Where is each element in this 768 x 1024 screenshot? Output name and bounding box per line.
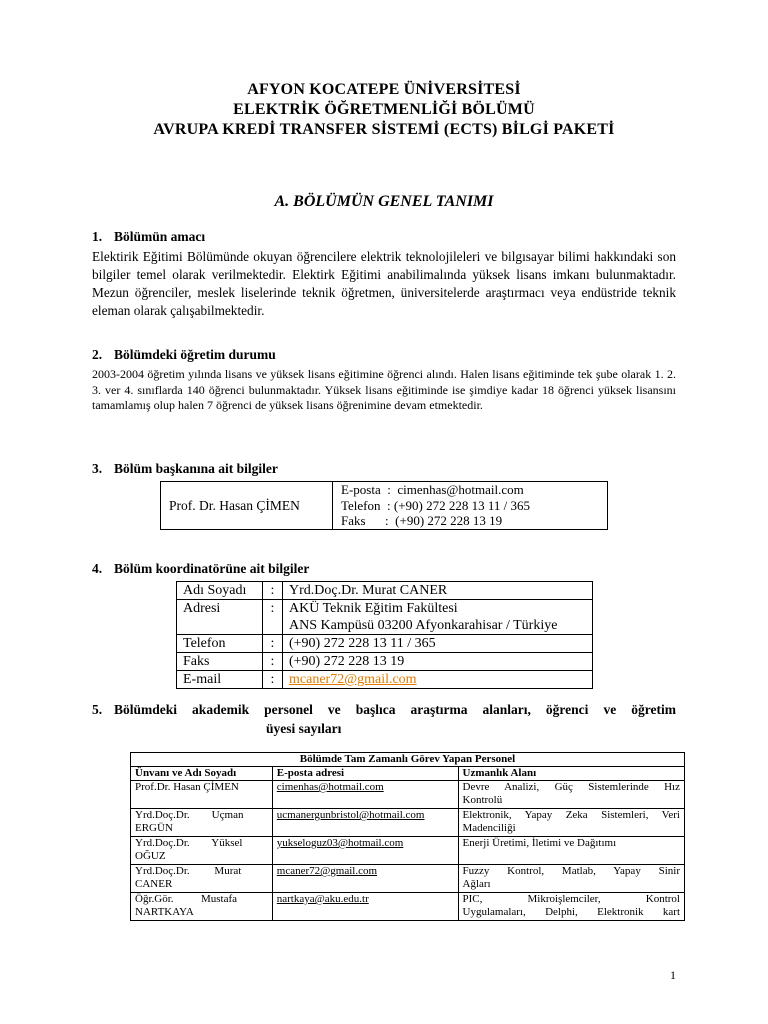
section-3-heading <box>92 461 278 477</box>
section-5-title-line-2: üyesi sayıları <box>266 721 342 736</box>
header-email: E-posta adresi <box>272 767 458 781</box>
section-1-text: Elektirik Eğitimi Bölümünde okuyan öğrencilere elektrik teknolojileleri ve bilgısayar bilimi hakkındaki son bilgiler temel olarak verilmektedir. Elektirk Eğitimi anabilimalında yüksek lisans imkanı bulunmaktadır. Mezun öğrenciler, meslek liselerinde teknik öğretmen, üniversitelerde araştırmacı veya endüstride teknik eleman olarak çalışabilmektedir. <box>92 249 676 318</box>
section-a-title: A. BÖLÜMÜN GENEL TANIMI <box>274 193 494 210</box>
coordinator-fax-row <box>177 653 593 671</box>
staff-email-cell <box>272 893 458 921</box>
phone-label: Telefon <box>177 635 263 653</box>
section-2-text: 2003-2004 öğretim yılında lisans ve yüksek lisans eğitimine öğrenci alındı. Halen lisans eğitiminde tek şube olarak 1. 2. 3. ver 4. sınıflarda 140 öğrenci bulunmaktadır. Yüksek lisans eğitiminde ise şimdiye kadar 18 öğrenci yüksek lisansını tamamlamış olup halen 7 öğrenci de yüksek lisans öğrenimine devam etmektedir. <box>92 367 676 412</box>
staff-name <box>131 809 273 837</box>
address-value <box>283 600 593 635</box>
staff-name <box>131 893 273 921</box>
section-3-title: Bölüm başkanına ait bilgiler <box>114 461 278 476</box>
table-row <box>131 781 685 809</box>
staff-area <box>458 865 685 893</box>
head-name: Prof. Dr. Hasan ÇİMEN <box>161 482 333 529</box>
coordinator-table <box>176 581 593 689</box>
staff-name-line-1: Yrd.Doç.Dr. Murat <box>135 865 242 877</box>
staff-name <box>131 865 273 893</box>
section-5-title-line-1 <box>92 700 676 719</box>
staff-name-line-1: Öğr.Gör. Mustafa <box>135 893 238 905</box>
staff-email-link[interactable]: ucmanergunbristol@hotmail.com <box>276 809 425 821</box>
staff-area-line-1: Enerji Üretimi, İletimi ve Dağıtımı <box>462 837 617 849</box>
staff-area-line-2: Uygulamaları, Delphi, Elektronik kart <box>462 906 680 918</box>
coordinator-name-row <box>177 582 593 600</box>
section-5-number: 5. <box>92 702 103 717</box>
name-value: Yrd.Doç.Dr. Murat CANER <box>283 582 593 600</box>
address-line-1: AKÜ Teknik Eğitim Fakültesi <box>289 601 458 616</box>
staff-email-cell <box>272 837 458 865</box>
staff-area-line-2: Kontrolü <box>462 794 503 806</box>
coordinator-email-row <box>177 671 593 689</box>
coordinator-email-link[interactable]: mcaner72@gmail.com <box>289 672 417 687</box>
head-contact <box>341 482 530 529</box>
fax-value: (+90) 272 228 13 19 <box>283 653 593 671</box>
email-label: E-mail <box>177 671 263 689</box>
separator: : <box>263 671 283 689</box>
staff-area-line-2: Madenciliği <box>462 822 516 834</box>
package-title: AVRUPA KREDİ TRANSFER SİSTEMİ (ECTS) BİLGİ PAKETİ <box>153 121 615 138</box>
section-2-number: 2. <box>92 347 103 362</box>
staff-area-line-1: PIC, Mikroişlemciler, Kontrol <box>462 893 680 905</box>
staff-name-line-1: Yrd.Doç.Dr. Yüksel <box>135 837 243 849</box>
name-label: Adı Soyadı <box>177 582 263 600</box>
staff-name-line-1: Prof.Dr. Hasan ÇİMEN <box>135 781 239 793</box>
header-name: Ünvanı ve Adı Soyadı <box>131 767 273 781</box>
staff-name-line-2: CANER <box>135 878 173 890</box>
staff-email-link[interactable]: nartkaya@aku.edu.tr <box>276 893 369 905</box>
head-phone: Telefon : (+90) 272 228 13 11 / 365 <box>341 497 530 513</box>
staff-name-line-2: ERGÜN <box>135 822 173 834</box>
separator: : <box>263 635 283 653</box>
staff-name-line-2: OĞUZ <box>135 850 166 862</box>
fax-label: Faks <box>177 653 263 671</box>
staff-name <box>131 781 273 809</box>
staff-area-line-2: Ağları <box>462 878 491 890</box>
staff-name-line-2: NARTKAYA <box>135 906 194 918</box>
section-4-heading <box>92 561 309 577</box>
department-head-table <box>160 481 608 530</box>
staff-email-link[interactable]: yukseloguz03@hotmail.com <box>276 837 404 849</box>
section-1-title: Bölümün amacı <box>114 229 206 244</box>
section-4-number: 4. <box>92 561 103 576</box>
university-title: AFYON KOCATEPE ÜNİVERSİTESİ <box>247 81 521 98</box>
address-line-2: ANS Kampüsü 03200 Afyonkarahisar / Türkiye <box>289 618 558 633</box>
phone-value: (+90) 272 228 13 11 / 365 <box>283 635 593 653</box>
staff-email-cell <box>272 809 458 837</box>
address-label: Adresi <box>177 600 263 635</box>
staff-area <box>458 781 685 809</box>
department-title: ELEKTRİK ÖĞRETMENLİĞİ BÖLÜMÜ <box>233 101 535 118</box>
separator: : <box>263 582 283 600</box>
head-fax: Faks : (+90) 272 228 13 19 <box>341 513 503 528</box>
table-row <box>131 865 685 893</box>
staff-table-caption: Bölümde Tam Zamanlı Görev Yapan Personel <box>131 753 685 767</box>
staff-area <box>458 837 685 865</box>
staff-area <box>458 893 685 921</box>
staff-name-line-1: Yrd.Doç.Dr. Uçman <box>135 809 244 821</box>
section-4-title: Bölüm koordinatörüne ait bilgiler <box>114 561 310 576</box>
separator: : <box>263 653 283 671</box>
section-2-heading <box>92 347 276 363</box>
page-number: 1 <box>670 968 676 982</box>
section-5-title-text: Bölümdeki akademik personel ve başlıca araştırma alanları, öğrenci ve öğretim <box>114 702 676 717</box>
separator: : <box>263 600 283 635</box>
staff-email-link[interactable]: cimenhas@hotmail.com <box>276 781 384 793</box>
table-row <box>131 837 685 865</box>
staff-area-line-1: Fuzzy Kontrol, Matlab, Yapay Sinir <box>462 865 680 877</box>
staff-table-header-row <box>131 767 685 781</box>
head-email: E-posta : cimenhas@hotmail.com <box>341 482 524 497</box>
section-2-title: Bölümdeki öğretim durumu <box>114 347 276 362</box>
staff-table-caption-row <box>131 753 685 767</box>
staff-area <box>458 809 685 837</box>
section-5-heading <box>92 700 676 738</box>
email-cell <box>283 671 593 689</box>
staff-email-cell <box>272 865 458 893</box>
section-1-heading <box>92 229 205 245</box>
staff-area-line-1: Devre Analizi, Güç Sistemlerinde Hız <box>462 781 680 793</box>
staff-table <box>130 752 685 921</box>
coordinator-address-row <box>177 600 593 635</box>
header-area: Uzmanlık Alanı <box>458 767 685 781</box>
coordinator-phone-row <box>177 635 593 653</box>
table-row <box>131 893 685 921</box>
staff-email-link[interactable]: mcaner72@gmail.com <box>276 865 378 877</box>
section-3-number: 3. <box>92 461 103 476</box>
staff-name <box>131 837 273 865</box>
section-1-number: 1. <box>92 229 103 244</box>
staff-area-line-1: Elektronik, Yapay Zeka Sistemleri, Veri <box>462 809 680 821</box>
document-header <box>0 80 768 140</box>
staff-email-cell <box>272 781 458 809</box>
table-row <box>131 809 685 837</box>
